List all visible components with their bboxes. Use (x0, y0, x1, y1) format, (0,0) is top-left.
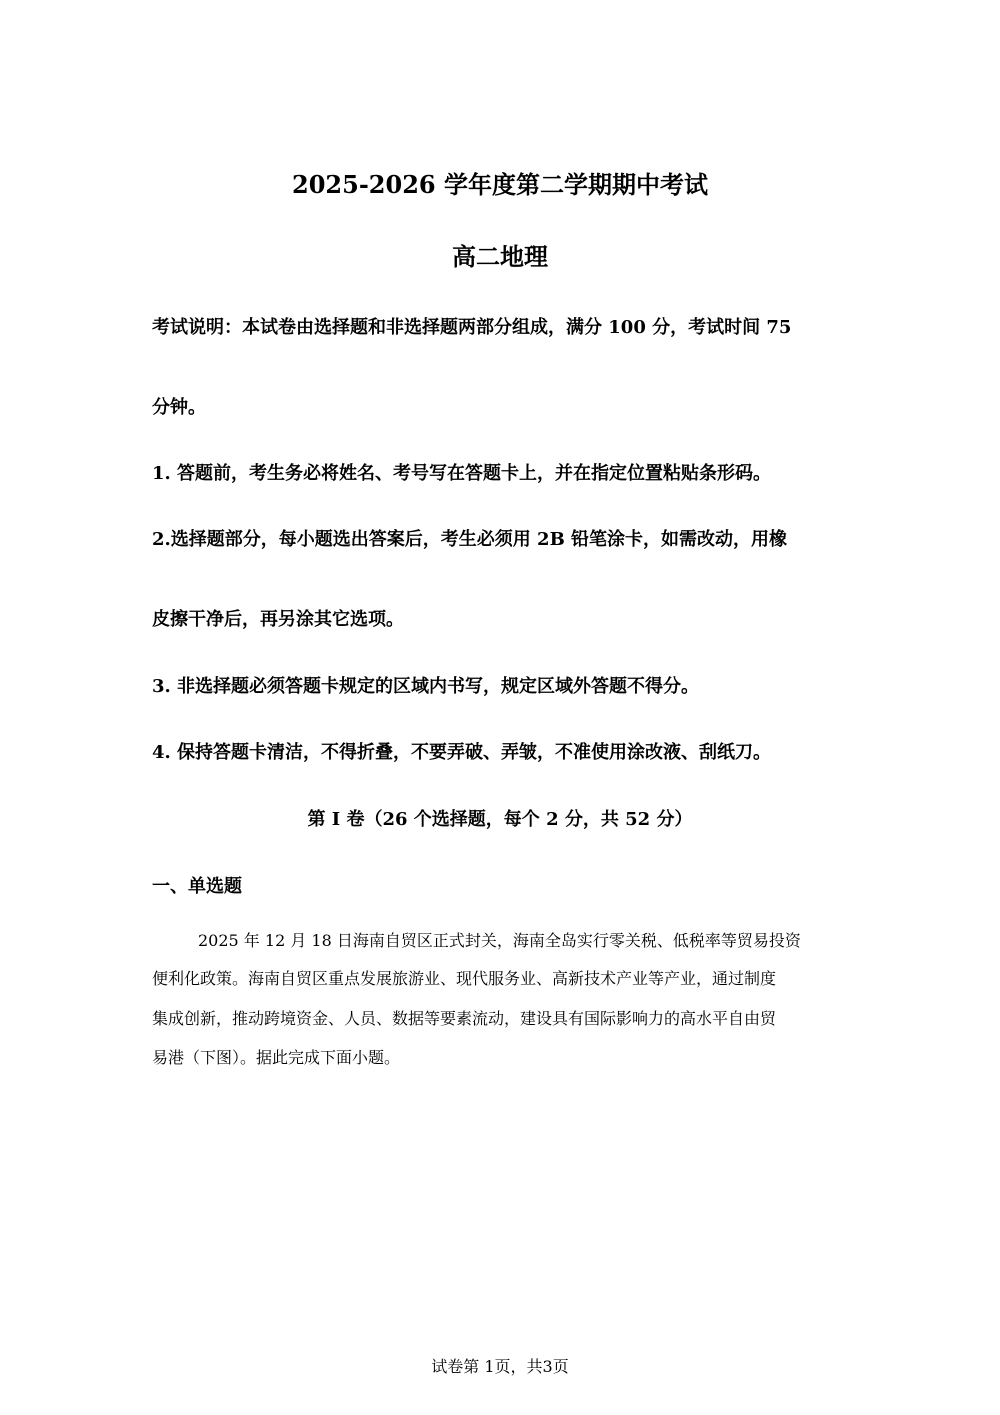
instruction-item-3: 3. 非选择题必须答题卡规定的区域内书写，规定区域外答题不得分。 (152, 676, 700, 697)
page-footer: 试卷第 1页，共3页 (431, 1357, 569, 1376)
passage-line-3: 集成创新，推动跨境资金、人员、数据等要素流动，建设具有国际影响力的高水平自由贸 (152, 1009, 777, 1028)
passage-line-2: 便利化政策。海南自贸区重点发展旅游业、现代服务业、高新技术产业等产业，通过制度 (152, 969, 777, 988)
exam-title: 2025-2026 学年度第二学期期中考试 (292, 170, 708, 199)
instruction-item-1: 1. 答题前，考生务必将姓名、考号写在答题卡上，并在指定位置粘贴条形码。 (152, 463, 772, 484)
part-one-title: 第 I 卷（26 个选择题，每个 2 分，共 52 分） (307, 809, 693, 830)
instruction-item-4: 4. 保持答题卡清洁，不得折叠，不要弄破、弄皱，不准使用涂改液、刮纸刀。 (152, 742, 772, 763)
subject-title: 高二地理 (452, 242, 548, 271)
section-heading: 一、单选题 (152, 876, 242, 897)
instructions-intro-line2: 分钟。 (152, 397, 206, 418)
instruction-item-2-line2: 皮擦干净后，再另涂其它选项。 (152, 609, 404, 630)
passage-line-4: 易港（下图）。据此完成下面小题。 (152, 1048, 401, 1067)
passage-line-1: 2025 年 12 月 18 日海南自贸区正式封关，海南全岛实行零关税、低税率等贸易投资 (198, 931, 801, 950)
instruction-item-2-line1: 2.选择题部分，每小题选出答案后，考生必须用 2B 铅笔涂卡，如需改动，用橡 (152, 529, 788, 550)
instructions-intro-line1: 考试说明：本试卷由选择题和非选择题两部分组成，满分 100 分，考试时间 75 (152, 317, 792, 338)
